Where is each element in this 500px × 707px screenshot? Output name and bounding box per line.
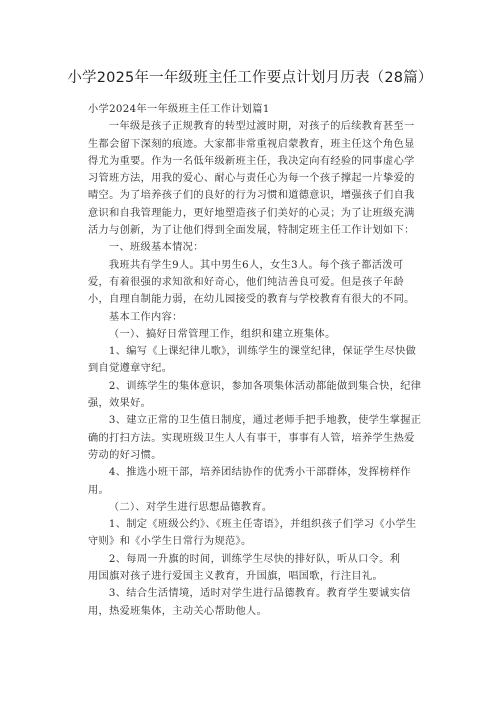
plan-subtitle: 小学2024年一年级班主任工作计划篇1 — [88, 104, 270, 115]
sub-heading-moral-education: （二）、对学生进行思想品德教育。 — [108, 501, 273, 513]
section-heading-class-situation: 一、班级基本情况： — [108, 242, 204, 254]
list-item-continuation: 用国旗对孩子进行爱国主义教育，升国旗，唱国歌，行注目礼。 — [88, 571, 384, 583]
intro-paragraph: 一年级是孩子正规教育的转型过渡时期，对孩子的后续教育甚至一生都会留下深刻的痕迹。大家都非常重视启蒙教育，班主任这个角色显得尤为重要。作为一名低年级新班主任，我决定向有经验的同事虚心学习管班方法，用我的爱心、耐心与责任心为每一个孩子撑起一片挚爱的晴空。为了培养孩子们的良好的行为习惯和道德意识，增强孩子们自我意识和自我管理能力，更好地塑造孩子们美好的心灵；为了让班级充满活力与创新，为了让他们得到全面发展，特制定班主任工作计划如下： — [88, 121, 415, 237]
sub-heading-daily-management: （一）、搞好日常管理工作，组织和建立班集体。 — [108, 328, 336, 340]
section-heading-work-content: 基本工作内容： — [108, 311, 183, 323]
list-item: 4、推选小班干部，培养团结协作的优秀小干部群体，发挥榜样作用。 — [88, 467, 411, 496]
class-info-paragraph: 我班共有学生9人。其中男生6人，女生3人。每个孩子都活泼可爱，有着很强的求知欲和好奇心，他们纯洁善良可爱。但是孩子年龄小，自理自制能力弱，在幼儿园接受的教育与学校教育有很大的不同。 — [88, 259, 415, 306]
list-item: 3、建立正常的卫生值日制度，通过老师手把手地教，使学生掌握正确的打扫方法。实现班级卫生人人有事干，事事有人管，培养学生热爱劳动的好习惯。 — [88, 415, 422, 461]
list-item: 2、每周一升旗的时间，训练学生尽快的排好队，听从口令。利 — [108, 553, 401, 565]
list-item: 3、结合生活情境，适时对学生进行品德教育。教育学生要诚实信用，热爱班集体，主动关心帮助他人。 — [88, 588, 411, 617]
list-item: 1、编写《上课纪律儿歌》，训练学生的课堂纪律，保证学生尽快做到自觉遵章守纪。 — [88, 346, 417, 375]
document-title: 小学2025年一年级班主任工作要点计划月历表（28篇） — [67, 70, 433, 86]
document-body — [88, 101, 422, 620]
list-item: 1、制定《班级公约》、《班主任寄语》，并组织孩子们学习《小学生守则》和《小学生日常行为规范》。 — [88, 519, 417, 548]
list-item: 2、训练学生的集体意识，参加各项集体活动都能做到集合快，纪律强，效果好。 — [88, 380, 422, 410]
